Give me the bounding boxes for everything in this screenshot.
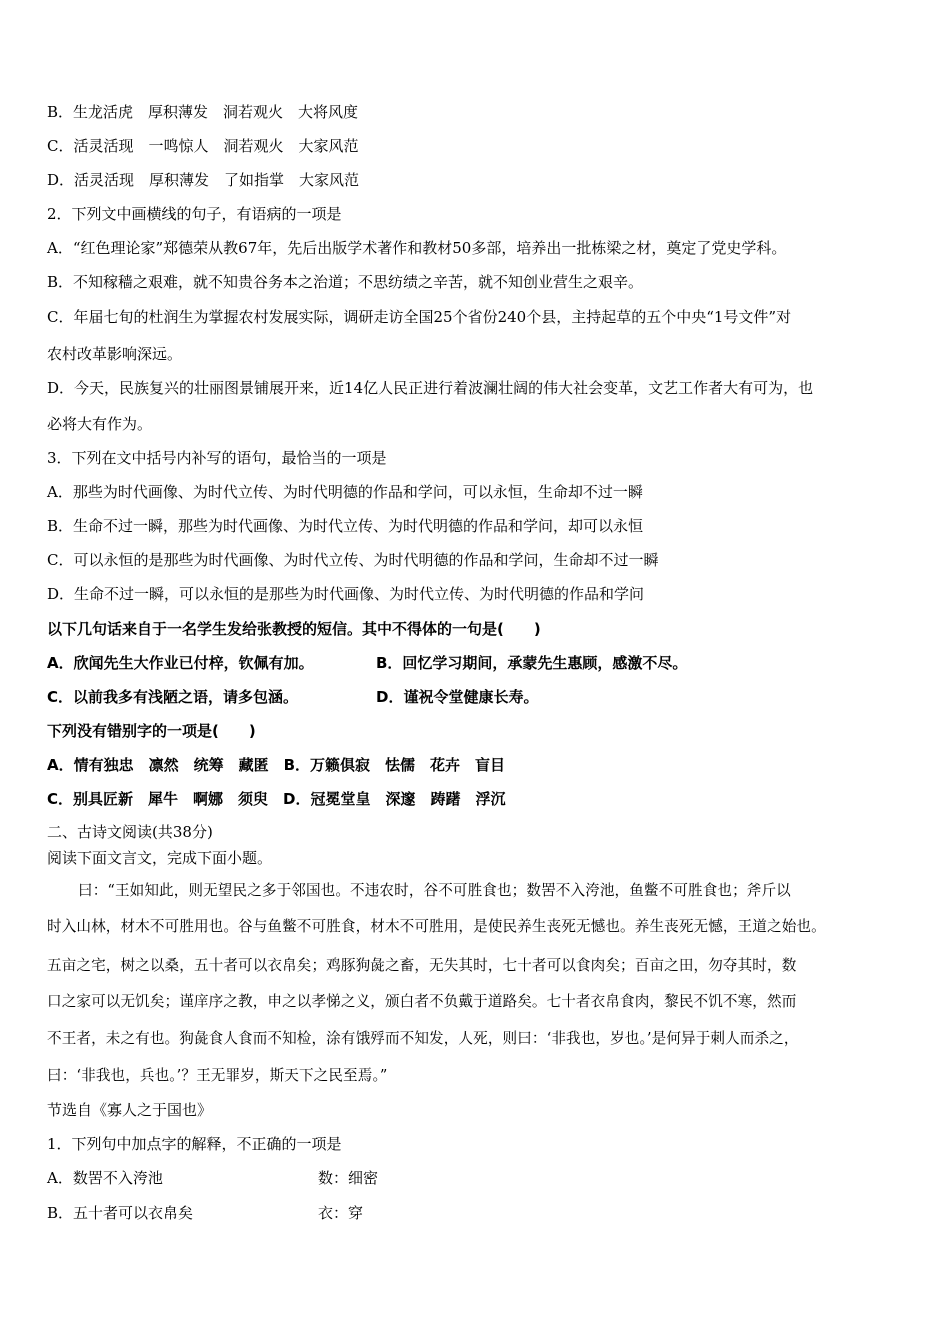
- part2-heading: 二、古诗文阅读(共38分): [47, 823, 213, 841]
- option-c: C．活灵活现 一鸣惊人 洞若观火 大家风范: [47, 137, 359, 155]
- q2-stem: 2．下列文中画横线的句子，有语病的一项是: [47, 205, 342, 223]
- q3-option-d: D．生命不过一瞬，可以永恒的是那些为时代画像、为时代立传、为时代明德的作品和学问: [47, 585, 645, 603]
- q3-option-a: A．那些为时代画像、为时代立传、为时代明德的作品和学问，可以永恒，生命却不过一瞬: [47, 483, 643, 501]
- q2-option-b: B．不知稼穑之艰难，就不知贵谷务本之治道；不思纺绩之辛苦，就不知创业营生之艰辛。: [47, 273, 644, 291]
- passage-line-3: 五亩之宅，树之以桑，五十者可以衣帛矣；鸡豚狗彘之畜，无失其时，七十者可以食肉矣；百亩之田，勿夺其时，数: [47, 957, 797, 974]
- passage-line-1: 曰：“王如知此，则无望民之多于邻国也。不违农时，谷不可胜食也；数罟不入洿池，鱼鳖不可胜食也；斧斤以: [78, 882, 791, 899]
- q2-option-c-line2: 农村改革影响深远。: [47, 345, 183, 363]
- q2-option-d-line1: D．今天，民族复兴的壮丽图景铺展开来，近14亿人民正进行着波澜壮阔的伟大社会变革，文艺工作者大有可为，也: [47, 379, 814, 397]
- q2-option-d-line2: 必将大有作为。: [47, 415, 153, 433]
- q5-options-cd: C．别具匠新 犀牛 啊娜 须臾 D．冠冕堂皇 深邃 踌躇 浮沉: [47, 790, 506, 808]
- sub-q1-option-b-gloss: 衣：穿: [318, 1204, 364, 1222]
- part2-instruction: 阅读下面文言文，完成下面小题。: [47, 849, 273, 867]
- q4-stem: 以下几句话来自于一名学生发给张教授的短信。其中不得体的一句是( ): [47, 620, 541, 638]
- passage-line-4: 口之家可以无饥矣；谨庠序之教，申之以孝悌之义，颁白者不负戴于道路矣。七十者衣帛食肉，黎民不饥不寒，然而: [47, 993, 797, 1010]
- option-d: D．活灵活现 厚积薄发 了如指掌 大家风范: [47, 171, 360, 189]
- sub-q1-stem: 1．下列句中加点字的解释，不正确的一项是: [47, 1135, 342, 1153]
- passage-line-6: 曰：‘非我也，兵也。’？王无罪岁，斯天下之民至焉。”: [47, 1067, 388, 1084]
- q5-stem: 下列没有错别字的一项是( ): [47, 722, 256, 740]
- option-b: B．生龙活虎 厚积薄发 洞若观火 大将风度: [47, 103, 359, 121]
- passage-source: 节选自《寡人之于国也》: [47, 1101, 213, 1119]
- q3-option-b: B．生命不过一瞬，那些为时代画像、为时代立传、为时代明德的作品和学问，却可以永恒: [47, 517, 644, 535]
- q4-option-c: C．以前我多有浅陋之语，请多包涵。: [47, 688, 299, 706]
- q4-option-a: A．欣闻先生大作业已付梓，钦佩有加。: [47, 654, 314, 672]
- sub-q1-option-a-gloss: 数：细密: [318, 1169, 379, 1187]
- q3-option-c: C．可以永恒的是那些为时代画像、为时代立传、为时代明德的作品和学问，生命却不过一瞬: [47, 551, 659, 569]
- q2-option-c-line1: C．年届七旬的杜润生为掌握农村发展实际，调研走访全国25个省份240个县，主持起草的五个中央“1号文件”对: [47, 308, 792, 326]
- sub-q1-option-a: A．数罟不入洿池: [47, 1169, 163, 1187]
- q5-options-ab: A．情有独忠 凛然 统筹 藏匿 B．万籁俱寂 怯儒 花卉 盲目: [47, 756, 506, 774]
- q4-option-d: D．谨祝令堂健康长寿。: [376, 688, 539, 706]
- q3-stem: 3．下列在文中括号内补写的语句，最恰当的一项是: [47, 449, 387, 467]
- sub-q1-option-b: B．五十者可以衣帛矣: [47, 1204, 194, 1222]
- q2-option-a: A．“红色理论家”郑德荣从教67年，先后出版学术著作和教材50多部，培养出一批栋梁之材，奠定了党史学科。: [47, 239, 787, 257]
- q4-option-b: B．回忆学习期间，承蒙先生惠顾，感激不尽。: [376, 654, 688, 672]
- passage-line-2: 时入山林，材木不可胜用也。谷与鱼鳖不可胜食，材木不可胜用，是使民养生丧死无憾也。养生丧死无憾，王道之始也。: [47, 918, 826, 935]
- passage-line-5: 不王者，未之有也。狗彘食人食而不知检，涂有饿殍而不知发，人死，则曰：‘非我也，岁也。’是何异于刺人而杀之，: [47, 1030, 799, 1047]
